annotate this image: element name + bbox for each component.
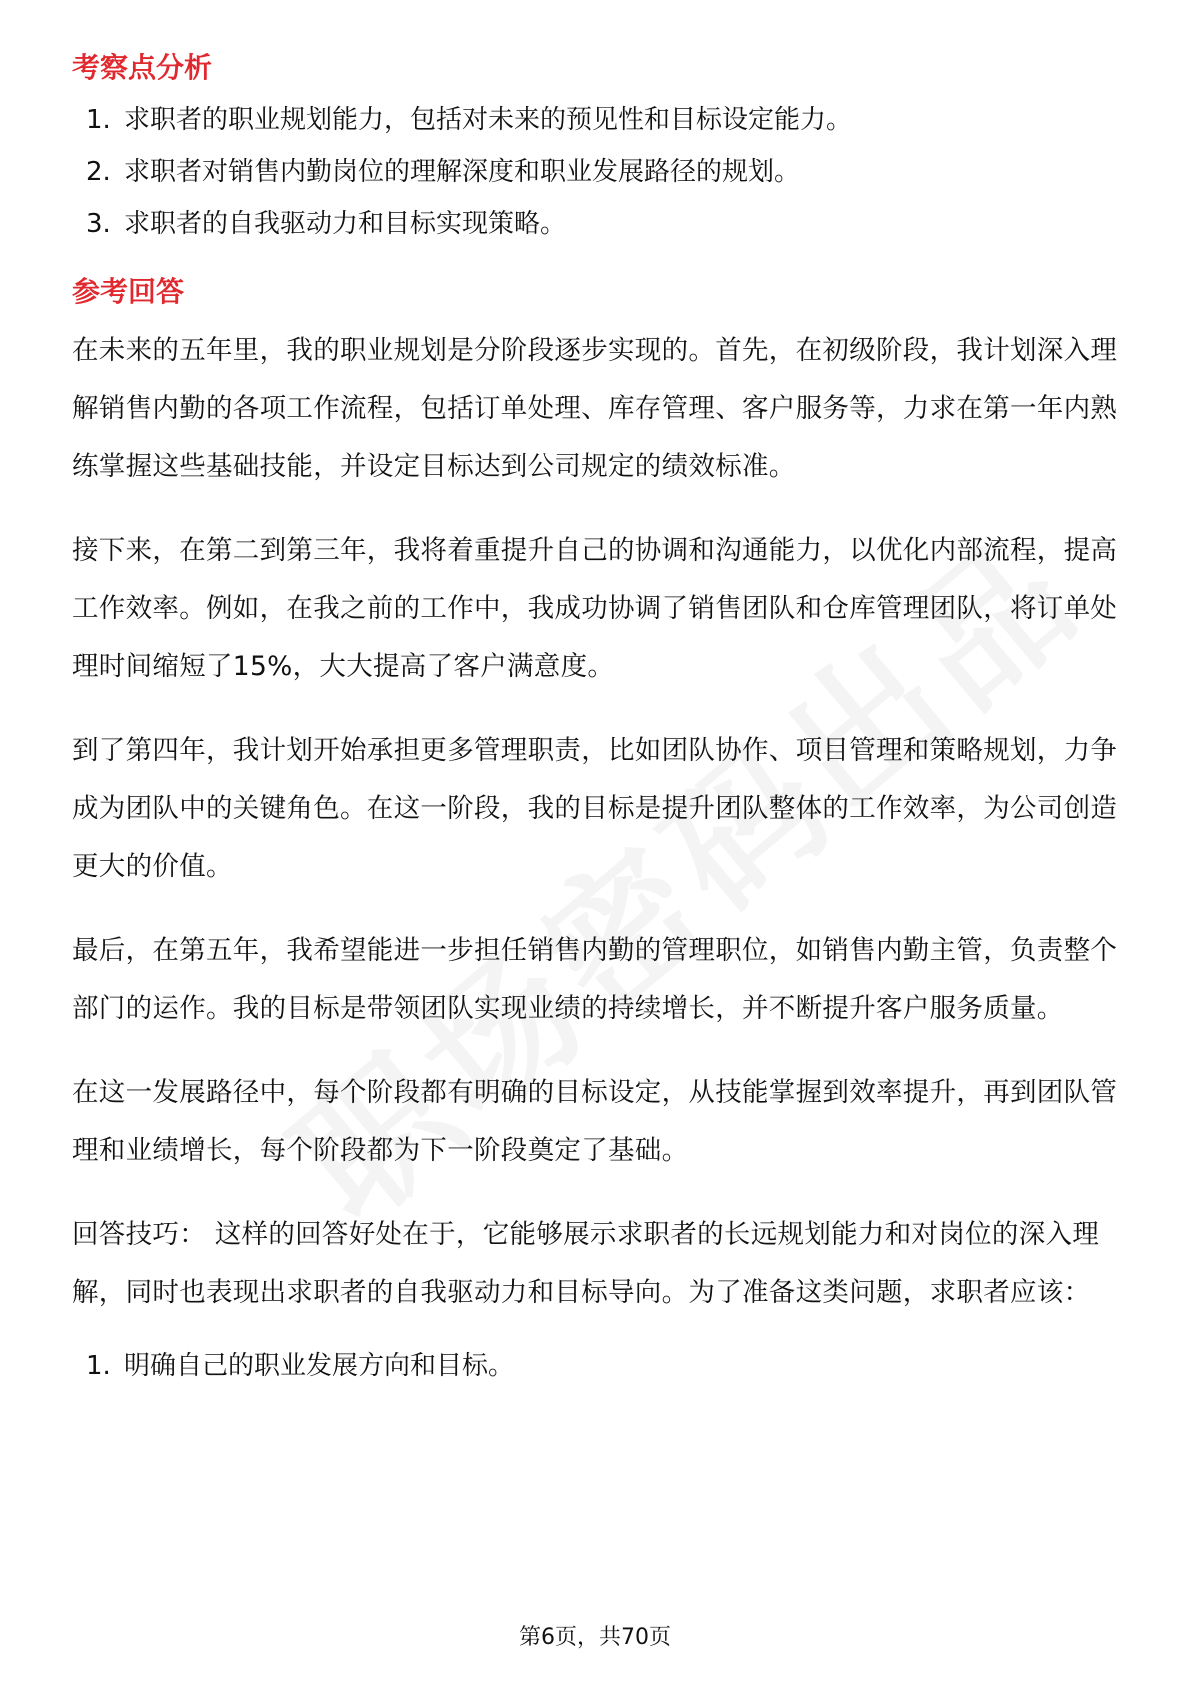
paragraph: 接下来，在第二到第三年，我将着重提升自己的协调和沟通能力，以优化内部流程，提高工作效率。例如，在我之前的工作中，我成功协调了销售团队和仓库管理团队，将订单处理时间缩短了15%，大大提高了客户满意度。 xyxy=(72,535,1118,682)
paragraph: 在这一发展路径中，每个阶段都有明确的目标设定，从技能掌握到效率提升，再到团队管理和业绩增长，每个阶段都为下一阶段奠定了基础。 xyxy=(72,1077,1118,1166)
answer-heading: 参考回答 xyxy=(72,275,185,308)
analysis-heading: 考察点分析 xyxy=(72,51,213,84)
list-item-text: 明确自己的职业发展方向和目标。 xyxy=(124,1351,515,1381)
list-item-text: 求职者对销售内勤岗位的理解深度和职业发展路径的规划。 xyxy=(124,157,801,187)
page-number: 第6页，共70页 xyxy=(519,1625,671,1650)
tips-list xyxy=(72,1348,1122,1384)
list-item: 2. 求职者对销售内勤岗位的理解深度和职业发展路径的规划。 xyxy=(72,154,1122,190)
list-item: 1. 求职者的职业规划能力，包括对未来的预见性和目标设定能力。 xyxy=(72,102,1122,138)
page-content xyxy=(72,48,1122,1384)
tips-paragraph: 回答技巧： 这样的回答好处在于，它能够展示求职者的长远规划能力和对岗位的深入理解，同时也表现出求职者的自我驱动力和目标导向。为了准备这类问题，求职者应该： xyxy=(72,1219,1100,1308)
paragraph: 最后，在第五年，我希望能进一步担任销售内勤的管理职位，如销售内勤主管，负责整个部门的运作。我的目标是带领团队实现业绩的持续增长，并不断提升客户服务质量。 xyxy=(72,935,1118,1024)
paragraph: 到了第四年，我计划开始承担更多管理职责，比如团队协作、项目管理和策略规划，力争成为团队中的关键角色。在这一阶段，我的目标是提升团队整体的工作效率，为公司创造更大的价值。 xyxy=(72,735,1118,882)
analysis-list xyxy=(72,102,1122,242)
list-item: 1. 明确自己的职业发展方向和目标。 xyxy=(72,1348,1122,1384)
list-item: 3. 求职者的自我驱动力和目标实现策略。 xyxy=(72,206,1122,242)
paragraph: 在未来的五年里，我的职业规划是分阶段逐步实现的。首先，在初级阶段，我计划深入理解销售内勤的各项工作流程，包括订单处理、库存管理、客户服务等，力求在第一年内熟练掌握这些基础技能，并设定目标达到公司规定的绩效标准。 xyxy=(72,335,1118,482)
list-item-text: 求职者的职业规划能力，包括对未来的预见性和目标设定能力。 xyxy=(124,105,853,135)
list-item-text: 求职者的自我驱动力和目标实现策略。 xyxy=(124,209,567,239)
